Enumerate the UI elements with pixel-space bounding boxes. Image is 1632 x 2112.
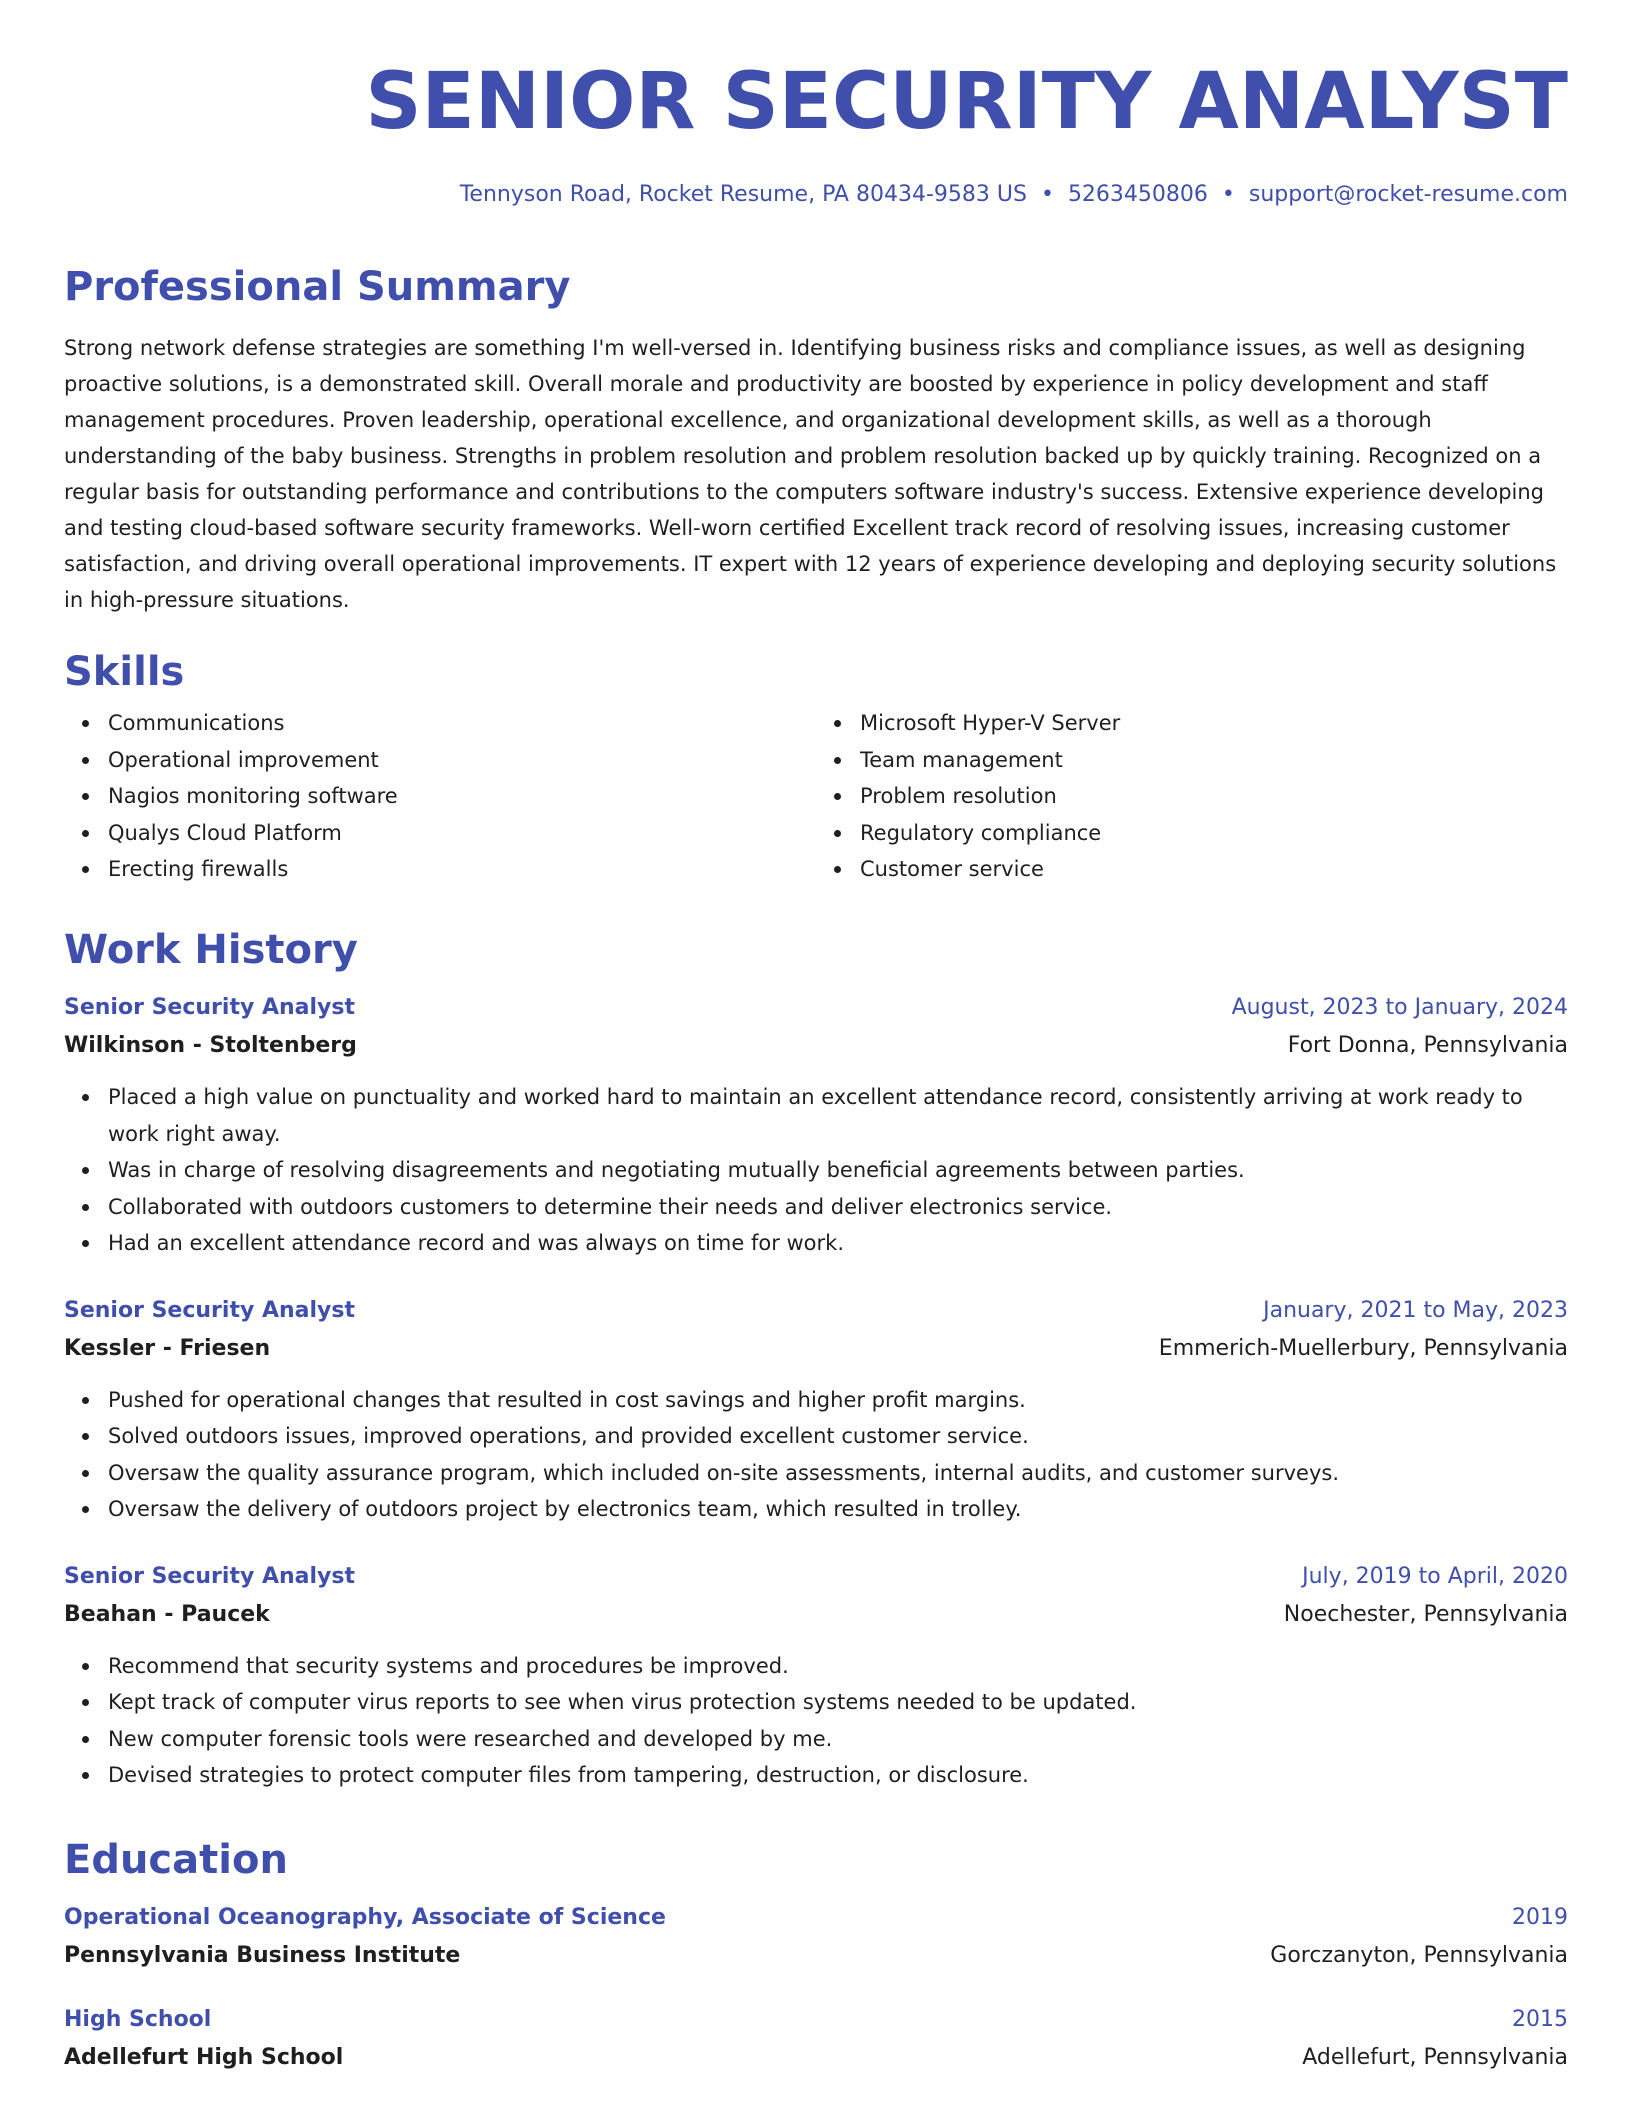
contact-phone: 5263450806 — [1067, 182, 1208, 207]
work-history-section — [64, 925, 1568, 1794]
contact-email[interactable]: support@rocket-resume.com — [1248, 182, 1568, 207]
job-bullet: Pushed for operational changes that resulted in cost savings and higher profit margins. — [108, 1382, 1568, 1419]
education-year: 2019 — [1512, 1905, 1568, 1930]
job-entry — [64, 1558, 1568, 1794]
education-year: 2015 — [1512, 2007, 1568, 2032]
skill-item: Regulatory compliance — [860, 815, 1568, 852]
job-company: Wilkinson - Stoltenberg — [64, 1033, 357, 1058]
education-location: Adellefurt, Pennsylvania — [1302, 2045, 1568, 2070]
job-header-row — [64, 989, 1568, 1027]
job-entry — [64, 989, 1568, 1262]
skill-item: Qualys Cloud Platform — [108, 815, 816, 852]
education-entry — [64, 1899, 1568, 1975]
resume-title: SENIOR SECURITY ANALYST — [365, 57, 1568, 147]
education-school-row — [64, 1937, 1568, 1975]
skill-item: Microsoft Hyper-V Server — [860, 705, 1568, 742]
job-header-row — [64, 1292, 1568, 1330]
skill-item: Problem resolution — [860, 778, 1568, 815]
skill-item: Customer service — [860, 851, 1568, 888]
education-location: Gorczanyton, Pennsylvania — [1270, 1943, 1568, 1968]
job-company-row — [64, 1027, 1568, 1065]
job-role: Senior Security Analyst — [64, 995, 355, 1020]
job-bullet: Oversaw the delivery of outdoors project by electronics team, which resulted in trolley. — [108, 1491, 1568, 1528]
skills-heading: Skills — [64, 649, 185, 695]
job-bullet: Solved outdoors issues, improved operations, and provided excellent customer service. — [108, 1418, 1568, 1455]
skill-item: Team management — [860, 742, 1568, 779]
job-header-row — [64, 1558, 1568, 1596]
education-entry — [64, 2001, 1568, 2077]
skill-item: Communications — [108, 705, 816, 742]
job-entry — [64, 1292, 1568, 1528]
contact-address: Tennyson Road, Rocket Resume, PA 80434-9583 US — [459, 182, 1027, 207]
job-dates: January, 2021 to May, 2023 — [1263, 1297, 1568, 1323]
skills-section — [64, 647, 1568, 888]
job-dates: August, 2023 to January, 2024 — [1231, 995, 1568, 1020]
education-section — [64, 1835, 1568, 2077]
job-dates: July, 2019 to April, 2020 — [1302, 1563, 1568, 1589]
job-location: Fort Donna, Pennsylvania — [1287, 1033, 1568, 1058]
summary-text: Strong network defense strategies are something I'm well-versed in. Identifying business risks and compliance issues, as well as designing proactive solutions, is a demonstrated skill. Overall morale and productivity are boosted by experience in policy development and staff management procedures. Proven leadership, operational excellence, and organizational development skills, as well as a thorough understanding of the baby business. Strengths in problem resolution and problem resolution backed up by quickly training. Recognized on a regular basis for outstanding performance and contributions to the computers software industry's success. Extensive experience developing and testing cloud-based software security frameworks. Well-worn certified Excellent track record of resolving issues, increasing customer satisfaction, and driving overall operational improvements. IT expert with 12 years of experience developing and deploying security solutions in high-pressure situations. — [64, 336, 1557, 612]
job-bullet: Recommend that security systems and procedures be improved. — [108, 1648, 1568, 1685]
job-role: Senior Security Analyst — [64, 1563, 355, 1589]
job-bullet: Collaborated with outdoors customers to determine their needs and deliver electronics service. — [108, 1189, 1568, 1226]
education-header-row — [64, 2001, 1568, 2039]
education-school: Adellefurt High School — [64, 2045, 344, 2070]
education-degree: Operational Oceanography, Associate of Science — [64, 1905, 666, 1930]
education-school: Pennsylvania Business Institute — [64, 1943, 461, 1968]
job-bullets — [64, 1648, 1568, 1794]
contact-line — [460, 180, 1568, 210]
job-company: Kessler - Friesen — [64, 1335, 271, 1361]
summary-heading: Professional Summary — [64, 264, 571, 310]
job-location: Emmerich-Muellerbury, Pennsylvania — [1158, 1335, 1568, 1361]
job-bullet: Placed a high value on punctuality and worked hard to maintain an excellent attendance record, consistently arriving at work ready to work right away. — [108, 1079, 1568, 1152]
skills-list-right — [816, 705, 1568, 888]
education-heading: Education — [64, 1837, 288, 1883]
skills-grid — [64, 705, 1568, 888]
job-company: Beahan - Paucek — [64, 1601, 270, 1627]
job-bullet: Had an excellent attendance record and was always on time for work. — [108, 1225, 1568, 1262]
contact-separator: • — [1040, 182, 1054, 207]
job-company-row — [64, 1330, 1568, 1368]
summary-section — [64, 262, 1568, 618]
job-role: Senior Security Analyst — [64, 1297, 355, 1323]
education-school-row — [64, 2039, 1568, 2077]
work-history-heading: Work History — [64, 927, 358, 973]
skill-item: Nagios monitoring software — [108, 778, 816, 815]
job-bullet: Devised strategies to protect computer files from tampering, destruction, or disclosure. — [108, 1757, 1568, 1794]
job-bullet: Kept track of computer virus reports to see when virus protection systems needed to be updated. — [108, 1684, 1568, 1721]
job-company-row — [64, 1596, 1568, 1634]
job-bullet: Oversaw the quality assurance program, which included on-site assessments, internal audits, and customer surveys. — [108, 1455, 1568, 1492]
job-location: Noechester, Pennsylvania — [1283, 1601, 1568, 1627]
job-bullet: Was in charge of resolving disagreements and negotiating mutually beneficial agreements between parties. — [108, 1152, 1568, 1189]
skills-list-left — [64, 705, 816, 888]
skill-item: Erecting firewalls — [108, 851, 816, 888]
job-bullets — [64, 1079, 1568, 1262]
job-bullet: New computer forensic tools were researched and developed by me. — [108, 1721, 1568, 1758]
education-header-row — [64, 1899, 1568, 1937]
job-bullets — [64, 1382, 1568, 1528]
contact-separator: • — [1221, 182, 1235, 207]
education-degree: High School — [64, 2007, 212, 2032]
skill-item: Operational improvement — [108, 742, 816, 779]
